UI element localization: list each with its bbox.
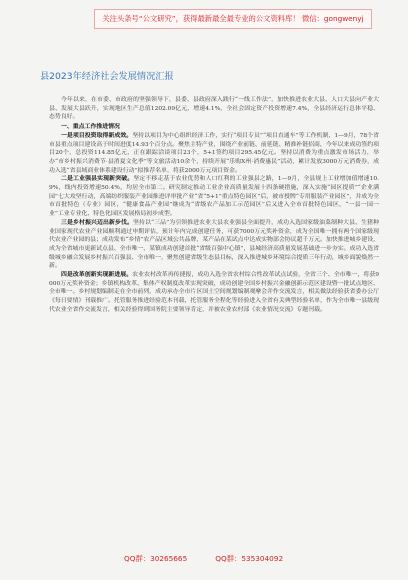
paragraph-lead: 一是项目投资取得新成效。: [61, 131, 133, 139]
section-heading: 一、重点工作推进情况: [61, 123, 120, 131]
paragraph-lead: 四是改革创新实现新进展。: [61, 271, 133, 279]
paragraph-reform: [49, 271, 379, 315]
paragraph-rural-revitalization: [49, 219, 379, 271]
document-title: 县2023年经济社会发展情况汇报: [40, 71, 174, 82]
promo-banner[interactable]: 关注头条号“公文研究”，获得最新最全最专业的公文资料库！ 微信：gongwenyj: [94, 9, 372, 29]
paragraph-text: 农业农村改革再传捷报，成功入选全省农村综合性改革试点试验，全省三个、全市唯一，将获9000万元奖补资金；乡镇机构改革、集体产权制度改革实现突破，成功创建全国乡村振兴金融创新示范区建设暨一批试点地区、全市唯一。乡村规划编制走在全市前列，成功承办全市片区国土空间规划编制观摩会并作交流发言，相关做法经验获省委办公厅《每日要情》刊载推广。托管服务推进经验范本刊载，托管服务全程化等经验进入全省有关典型经验名单，作为全市唯一县级现代农业全省作交流发言，相关经验得到国务院主要领导肯定，并被农业农村部《农业情况交流》专题刊载。: [49, 272, 380, 313]
document-body: [49, 96, 379, 315]
footer-contact: [124, 554, 283, 564]
paragraph-text: 坚持以“三品”为引领推进农业大县农业强县全面提升，成功入选国家级油菜制种大县、生猪种业国家现代农业产业园顺利通过申期评估，预计年内完成创建任务，可获7000万元奖补资金，成为全国唯一拥有两个国家级现代农业产业园的县；成功发布“乡情”农产品区域公共品牌，某产品在某试点中达成实物部会协议超千万元。加快推进城乡建设，成为全省城市更新试点县、全市唯一、某镇成功创建首批“省级百强中心镇”，县城经济高质量发展基础进一步夯实。成功入选省级城乡融合发展乡村振兴百强县、全市唯一，聚焦创建省级生态县目标，深入推进城乡环境综合提质三年行动，城乡面貌焕然一新。: [49, 219, 380, 270]
paragraph-lead: 三是乡村振兴迈出新步伐。: [61, 218, 133, 226]
qq-group-1: QQ群：30265665: [124, 554, 188, 563]
qq-group-2: QQ群：535304092: [215, 554, 284, 563]
paragraph-text: 坚持以项目为中心组织经济工作，实行“项目专员”“项目直通车”等工作机制，1—9月，78个省市县重点项目建设高于时间进度14.93个百分点。聚焦主特产业，围绕产业前链、前延链、精准补链招商，今年以来成功签约项目20个，总投资114.85亿元，正在跟踪洽谈项目23个，5+1签约项目295.45亿元。坚持以消费为重点激发市场活力，举办“市乡村振兴消费节·县消夏文化季”等文旅活动10余个，持续开展“乐购X州·消费惠民”活动，累计发放3000万元消费券，成功入选“省县域商业体系建设行动”拟推荐名单，将获2000万元项目资金。: [49, 132, 380, 174]
paragraph-text: 坚定不移走基于农业优势和人口红利的工业强县之路，1—9月，全县规上工业增加值增速10.9%，线内投资增速50.4%，均居全市第二。研究制定推动工业企业高质量发展十四条硬措施，深入实施“园区提质”“企业满园”七大攻坚行动，高端纺织服装产业园推进评审批产业“省“5+1”重点特色园区”后，被市授牌“专用服装产业园区”，并成为全市首批特色（专业）园区，“健康食品产业园”继成为“省级农产品加工示范园区”后又进入全市首批特色园区，“一县一园一业”工业专业化、特色化园区发展格局初步成型。: [49, 176, 379, 218]
paragraph-project-investment: [49, 132, 379, 176]
paragraph-lead: 二是工业强县实现新突破。: [61, 175, 134, 183]
intro-paragraph: 今年以来，在市委、市政府的坚强领导下，县委、县政府深入践行“一线工作法”，加快推进农业大县、人口大县向产业大县、发展大县跃升，实现地区生产总值1202.09亿元，增速4.1%，全社会固定资产投资增速7.4%，全县经济运行总体平稳、态势良好。: [49, 97, 379, 121]
paragraph-industry: [49, 175, 379, 219]
